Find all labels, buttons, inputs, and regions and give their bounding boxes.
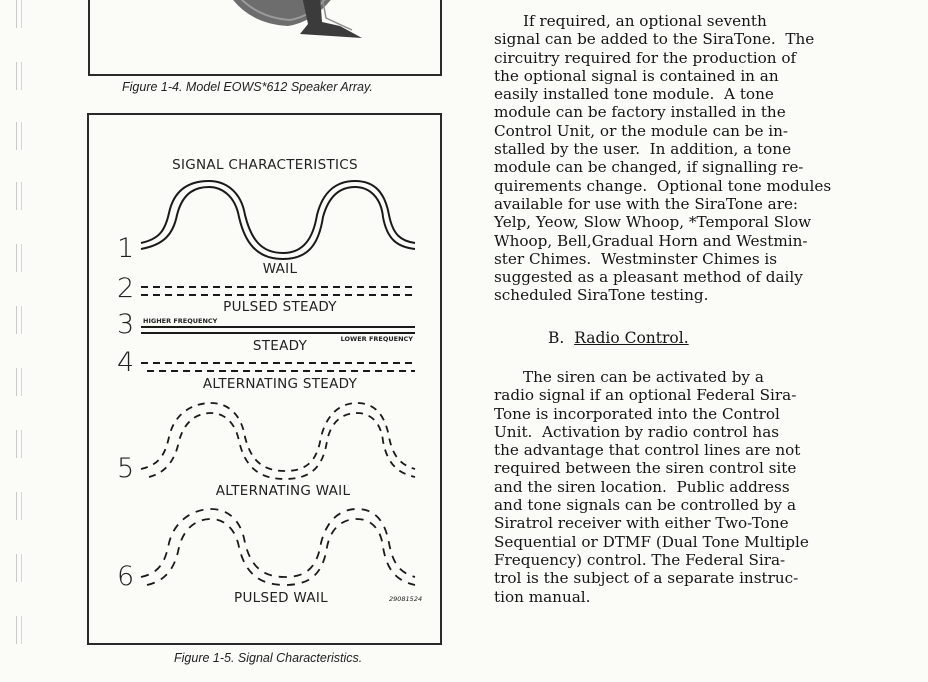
signal-5-label: ALTERNATING WAIL: [215, 483, 351, 499]
text-line: trol is the subject of a separate instruc-: [494, 569, 799, 588]
signal-4-label: ALTERNATING STEADY: [202, 376, 358, 392]
text-line: Unit. Activation by radio control has: [494, 422, 780, 441]
text-line: the advantage that control lines are not: [494, 441, 801, 460]
section-heading: [548, 329, 689, 347]
text-line: and the siren location. Public address: [494, 477, 790, 496]
signal-2-label: PULSED STEADY: [223, 299, 337, 315]
pulsed-wail-waveform: [141, 509, 415, 585]
speaker-array-illustration: [90, 0, 444, 76]
text-line: and tone signals can be controlled by a: [494, 496, 796, 515]
text-line: If required, an optional seventh: [494, 12, 767, 30]
text-line: tion manual.: [494, 587, 591, 606]
diagram-title: SIGNAL CHARACTERISTICS: [172, 157, 358, 173]
body-column: [494, 12, 894, 305]
text-line: scheduled SiraTone testing.: [494, 286, 709, 305]
text-line: radio signal if an optional Federal Sira-: [494, 386, 797, 405]
text-line: required between the siren control site: [494, 459, 797, 478]
pulsed-steady-waveform: [141, 287, 415, 295]
alternating-wail-waveform: [141, 403, 415, 479]
signal-6-label: PULSED WAIL: [234, 590, 328, 606]
text-line: Siratrol receiver with either Two-Tone: [494, 514, 789, 533]
text-line: Tone is incorporated into the Control: [494, 404, 780, 423]
paragraph-radio-control: [494, 368, 894, 606]
text-line: stalled by the user. In addition, a tone: [494, 140, 792, 159]
text-line: circuitry required for the production of: [494, 48, 797, 67]
signal-1-number: 1: [117, 233, 135, 264]
alternating-steady-waveform: [141, 363, 415, 371]
signal-1-label: WAIL: [262, 261, 298, 277]
wail-waveform: [141, 181, 415, 259]
figure-1-5-caption: Figure 1-5. Signal Characteristics.: [174, 651, 363, 665]
text-line: The siren can be activated by a: [494, 368, 764, 386]
figure-1-4-caption: Figure 1-4. Model EOWS*612 Speaker Array.: [122, 80, 373, 94]
text-line: the optional signal is contained in an: [494, 66, 779, 85]
text-line: easily installed tone module. A tone: [494, 85, 774, 104]
text-line: Frequency) control. The Federal Sira-: [494, 550, 786, 569]
text-line: Whoop, Bell,Gradual Horn and Westmin-: [494, 231, 808, 250]
text-line: Yelp, Yeow, Slow Whoop, *Temporal Slow: [494, 213, 812, 232]
signal-5-number: 5: [117, 453, 135, 484]
signal-2-number: 2: [117, 273, 135, 304]
text-line: available for use with the SiraTone are:: [494, 194, 799, 213]
text-line: signal can be added to the SiraTone. The: [494, 30, 815, 49]
section-title: Radio Control.: [574, 329, 689, 347]
text-line: Sequential or DTMF (Dual Tone Multiple: [494, 532, 809, 551]
speaker-array-figure: [88, 0, 442, 76]
steady-waveform: [141, 327, 415, 333]
signal-3-label: STEADY: [252, 338, 308, 354]
text-line: module can be factory installed in the: [494, 103, 786, 122]
signal-diagram: [89, 115, 440, 643]
lower-frequency-label: LOWER FREQUENCY: [340, 335, 413, 343]
drawing-number: 29081524: [389, 595, 423, 603]
text-line: quirements change. Optional tone modules: [494, 176, 832, 195]
text-line: Control Unit, or the module can be in-: [494, 121, 789, 140]
text-line: suggested as a pleasant method of daily: [494, 268, 803, 287]
binder-margin: [6, 0, 28, 682]
signal-3-number: 3: [117, 309, 135, 340]
section-letter: B.: [548, 329, 565, 347]
signal-4-number: 4: [117, 347, 135, 378]
text-line: module can be changed, if signalling re-: [494, 158, 804, 177]
text-line: ster Chimes. Westminster Chimes is: [494, 249, 778, 268]
signal-characteristics-figure: [87, 113, 442, 645]
paragraph-optional-signal: [494, 12, 894, 305]
higher-frequency-label: HIGHER FREQUENCY: [143, 317, 218, 325]
signal-6-number: 6: [117, 561, 135, 592]
